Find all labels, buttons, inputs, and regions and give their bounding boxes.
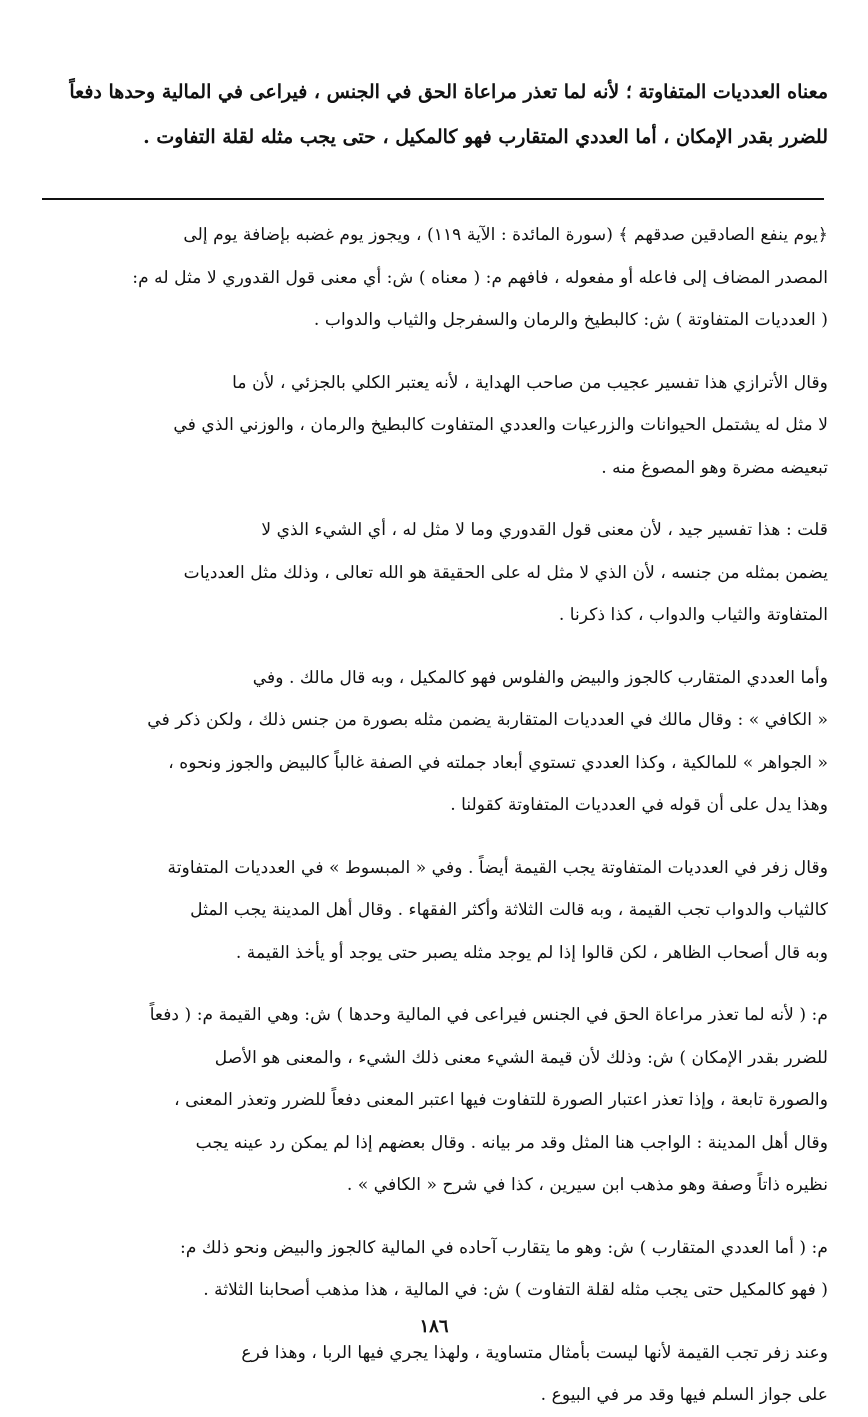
text-line: م: ( لأنه لما تعذر مراعاة الحق في الجنس فيراعى في المالية وحدها ) ش: وهي القيمة م: ( دفعاً: [149, 1005, 828, 1025]
text-line: للضرر بقدر الإمكان ) ش: وذلك لأن قيمة الشيء معنى ذلك الشيء ، والمعنى هو الأصل: [214, 1047, 828, 1068]
page-number: ١٨٦: [419, 1316, 449, 1337]
text-line: ﴿يوم ينفع الصادقين صدقهم ﴾ (سورة المائدة : الآية ١١٩) ، ويجوز يوم غضبه بإضافة يوم إلى: [183, 225, 828, 245]
matn-text: [42, 70, 828, 160]
text-line: لا مثل له يشتمل الحيوانات والزرعيات والعددي المتفاوت كالبطيخ والرمان ، والوزني الذي في: [173, 415, 828, 435]
text-line: وقال أهل المدينة : الواجب هنا المثل وقد مر بيانه . وقال بعضهم إذا لم يمكن رد عينه يجب: [195, 1132, 828, 1153]
text-line: ( العدديات المتفاوتة ) ش: كالبطيخ والرمان والسفرجل والثياب والدواب .: [313, 310, 828, 330]
commentary-text: [42, 200, 828, 1417]
text-line: تبعيضه مضرة وهو المصوغ منه .: [601, 457, 828, 478]
text-line: كالثياب والدواب تجب القيمة ، وبه قالت الثلاثة وأكثر الفقهاء . وقال أهل المدينة يجب المثل: [190, 900, 828, 920]
text-line: وأما العددي المتقارب كالجوز والبيض والفلوس فهو كالمكيل ، وبه قال مالك . وفي: [252, 667, 828, 688]
text-line: وقال الأترازي هذا تفسير عجيب من صاحب الهداية ، لأنه يعتبر الكلي بالجزئي ، لأن ما: [232, 372, 828, 393]
paragraph: [42, 509, 828, 637]
text-line: وعند زفر تجب القيمة لأنها ليست بأمثال متساوية ، ولهذا يجري فيها الربا ، وهذا فرع: [241, 1342, 828, 1363]
text-line: يضمن بمثله من جنسه ، لأن الذي لا مثل له على الحقيقة هو الله تعالى ، وذلك مثل العدديات: [183, 562, 828, 583]
text-line: وقال زفر في العدديات المتفاوتة يجب القيمة أيضاً . وفي « المبسوط » في العدديات المتفاوتة: [167, 857, 828, 878]
text-line: قلت : هذا تفسير جيد ، لأن معنى قول القدوري وما لا مثل له ، أي الشيء الذي لا: [261, 520, 828, 540]
text-line: المتفاوتة والثياب والدواب ، كذا ذكرنا .: [558, 605, 828, 625]
text-line: والصورة تابعة ، وإذا تعذر اعتبار الصورة للتفاوت فيها اعتبر المعنى دفعاً للضرر وتعذر المعنى ،: [174, 1090, 828, 1110]
text-line: نظيره ذاتاً وصفة وهو مذهب ابن سيرين ، كذا في شرح « الكافي » .: [346, 1175, 828, 1195]
text-line: وبه قال أصحاب الظاهر ، لكن قالوا إذا لم يوجد مثله يصبر حتى يوجد أو يأخذ القيمة .: [235, 942, 828, 963]
text-line: « الكافي » : وقال مالك في العدديات المتقاربة يضمن مثله بصورة من جنس ذلك ، ولكن ذكر في: [147, 710, 828, 730]
matn-line: للضرر بقدر الإمكان ، أما العددي المتقارب فهو كالمكيل ، حتى يجب مثله لقلة التفاوت .: [143, 126, 828, 148]
matn-line: معناه العدديات المتفاوتة ؛ لأنه لما تعذر مراعاة الحق في الجنس ، فيراعى في المالية وحدها دفعاً: [69, 81, 828, 103]
paragraph: [42, 847, 828, 975]
text-line: م: ( أما العددي المتقارب ) ش: وهو ما يتقارب آحاده في المالية كالجوز والبيض ونحو ذلك م:: [180, 1237, 828, 1258]
paragraph: [42, 362, 828, 490]
paragraph: [42, 1227, 828, 1312]
paragraph: [42, 214, 828, 342]
text-line: المصدر المضاف إلى فاعله أو مفعوله ، فافهم م: ( معناه ) ش: أي معنى قول القدوري لا مثل له م:: [132, 267, 828, 288]
paragraph: [42, 994, 828, 1207]
text-line: ( فهو كالمكيل حتى يجب مثله لقلة التفاوت ) ش: في المالية ، هذا مذهب أصحابنا الثلاثة .: [203, 1280, 828, 1300]
text-line: وهذا يدل على أن قوله في العدديات المتفاوتة كقولنا .: [450, 795, 828, 815]
paragraph: [42, 1332, 828, 1417]
text-line: على جواز السلم فيها وقد مر في البيوع .: [540, 1385, 828, 1405]
text-line: « الجواهر » للمالكية ، وكذا العددي تستوي أبعاد جملته في الصفة غالباً كالبيض والجوز ونحوه ،: [168, 752, 828, 773]
paragraph: [42, 657, 828, 827]
